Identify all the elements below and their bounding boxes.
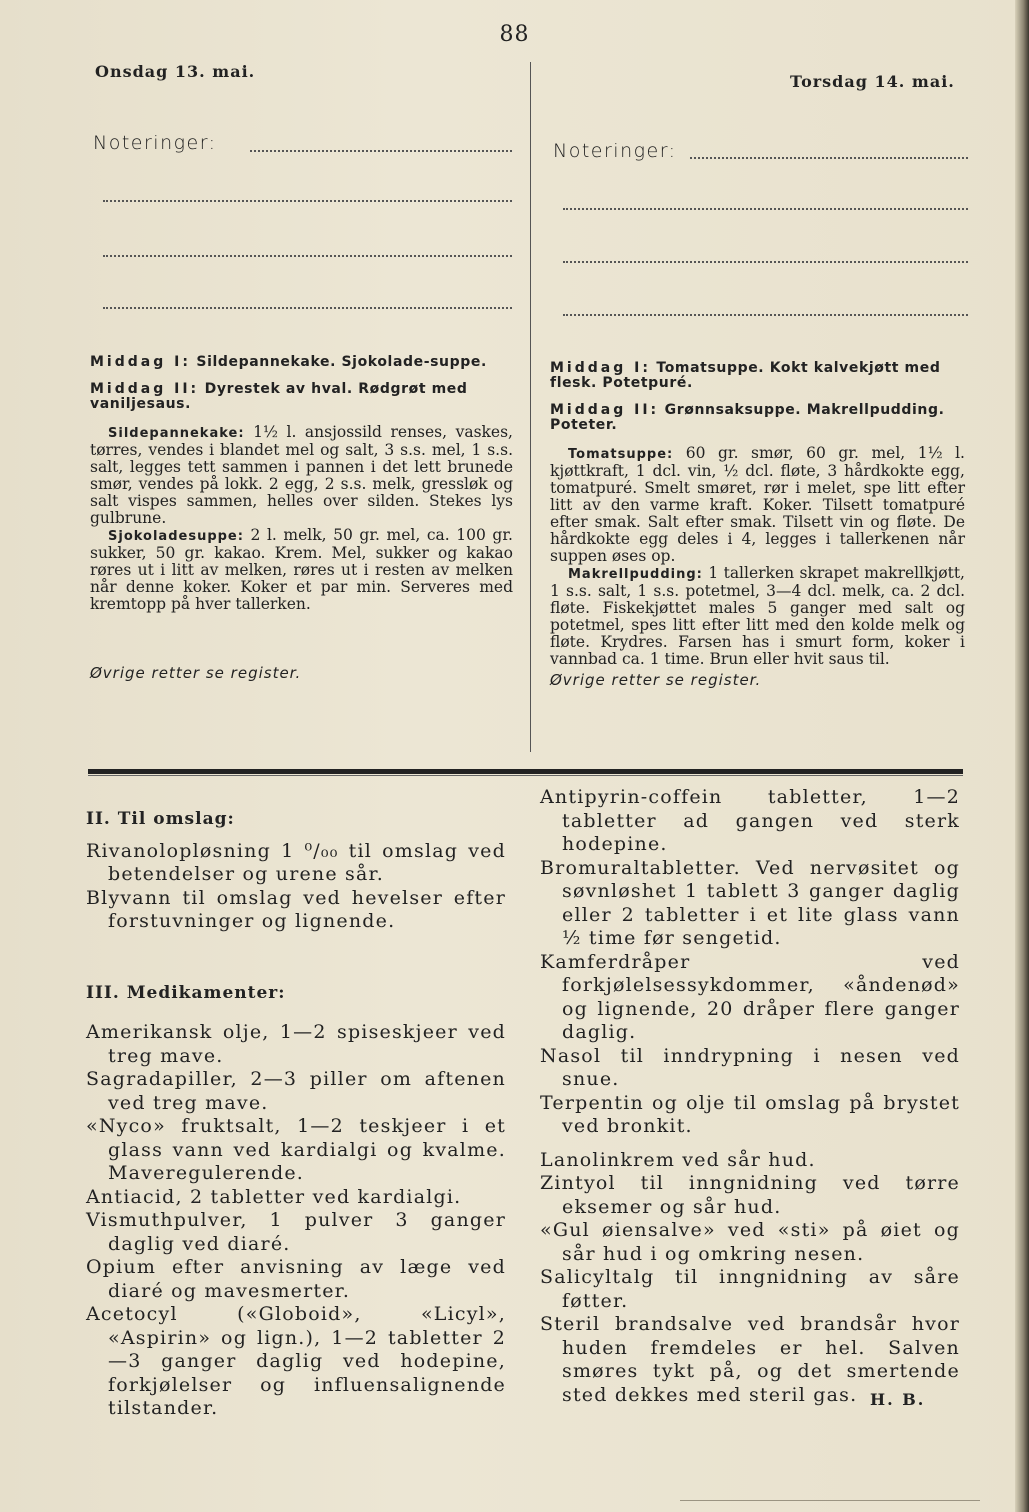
list-item: «Gul øiensalve» ved «sti» på øiet og sår hud i og omkring nesen. xyxy=(540,1219,960,1265)
list-item: Nasol til inndrypning i nesen ved snue. xyxy=(540,1044,960,1090)
signature: H. B. xyxy=(870,1390,926,1409)
list-item: Antipyrin-coffein tabletter, 1—2 tabletter ad gangen ved sterk hodepine. xyxy=(540,786,960,855)
recipe-sjokoladesuppe xyxy=(90,527,513,613)
notes-line[interactable] xyxy=(563,208,968,210)
list-item: Bromuraltabletter. Ved nervøsitet og søvnløshet 1 tablett 3 ganger daglig eller 2 tabletter i et lite glass vann ½ time før sengetid. xyxy=(540,856,960,949)
list-item: Vismuthpulver, 1 pulver 3 ganger daglig ved diaré. xyxy=(86,1209,506,1255)
list-item: «Nyco» fruktsalt, 1—2 teskjeer i et glass vann ved kardialgi og kvalme. Maveregulerende. xyxy=(86,1115,506,1184)
notes-line[interactable] xyxy=(250,150,512,152)
recipe-text: 1 tallerken skrapet makrellkjøtt, 1 s.s. salt, 1 s.s. potetmel, 3—4 dcl. melk, ca. 2 dcl. fløte. Fiskekjøttet males 5 ganger med salt og potetmel, spes litt efter litt med den kolde melk og fløte. Krydres. Farsen has i smurt form, koker i vannbad ca. 1 time. Brun eller hvit saus til. xyxy=(550,564,965,668)
lower-left-column xyxy=(86,808,506,1421)
recipe-makrellpudding xyxy=(550,565,965,668)
notes-label-right: Noteringer: xyxy=(553,140,677,162)
section-heading-medikamenter: III. Medikamenter: xyxy=(86,982,286,1003)
lower-right-column xyxy=(540,786,960,1407)
section-divider-thin xyxy=(88,775,963,776)
recipe-name: Sjokoladesuppe: xyxy=(108,529,244,544)
notes-line[interactable] xyxy=(103,255,512,257)
recipe-sildepannekake xyxy=(90,424,513,527)
dinner-text: Grønnsaksuppe. Makrellpudding. Poteter. xyxy=(550,402,945,433)
page-edge-shadow xyxy=(1015,0,1029,1512)
notes-line[interactable] xyxy=(103,307,512,309)
dinner-text: Sildepannekake. Sjokolade-suppe. xyxy=(196,354,487,370)
date-right: Torsdag 14. mai. xyxy=(790,72,955,91)
list-item: Opium efter anvisning av læge ved diaré og mavesmerter. xyxy=(86,1256,506,1302)
notes-line[interactable] xyxy=(690,157,968,159)
list-item: Salicyltalg til inngnidning av såre føtter. xyxy=(540,1266,960,1312)
list-item: Antiacid, 2 tabletter ved kardialgi. xyxy=(86,1185,462,1208)
column-divider xyxy=(530,62,531,752)
recipe-name: Tomatsuppe: xyxy=(568,447,674,462)
notes-line[interactable] xyxy=(563,314,968,316)
page-mark xyxy=(680,1500,980,1501)
dinner-label: Middag I: xyxy=(90,354,191,370)
date-left: Onsdag 13. mai. xyxy=(95,62,256,81)
recipes-left xyxy=(90,355,513,682)
dinner-2-left xyxy=(90,382,513,412)
recipe-name: Sildepannekake: xyxy=(108,426,245,441)
other-dishes-note: Øvrige retter se register. xyxy=(90,664,302,682)
recipes-right xyxy=(550,361,965,689)
notes-label-left: Noteringer: xyxy=(93,132,217,154)
list-item: Amerikansk olje, 1—2 spiseskjeer ved treg mave. xyxy=(86,1021,506,1067)
notes-line[interactable] xyxy=(103,200,512,202)
other-dishes-note: Øvrige retter se register. xyxy=(550,671,762,689)
notes-line[interactable] xyxy=(563,261,968,263)
recipe-tomatsuppe xyxy=(550,445,965,565)
list-item: Zintyol til inngnidning ved tørre eksemer og sår hud. xyxy=(540,1172,960,1218)
list-item: Acetocyl («Globoid», «Licyl», «Aspirin» og lign.), 1—2 tabletter 2—3 ganger daglig ved hodepine, forkjølelser og influensalignende tilstander. xyxy=(86,1303,506,1419)
dinner-2-right xyxy=(550,403,965,433)
dinner-label: Middag II: xyxy=(550,402,660,418)
list-item: Lanolinkrem ved sår hud. xyxy=(540,1148,816,1171)
recipe-text: 2 l. melk, 50 gr. mel, ca. 100 gr. sukker, 50 gr. kakao. Krem. Mel, sukker og kakao røres ut i litt av melken, røres ut i resten av melken når denne koker. Koker et par min. Serveres med kremtopp på hver tallerken. xyxy=(90,526,513,613)
list-item: Blyvann til omslag ved hevelser efter forstuvninger og lignende. xyxy=(86,886,506,932)
section-heading-omslag: II. Til omslag: xyxy=(86,809,235,829)
recipe-name: Makrellpudding: xyxy=(568,567,703,582)
list-item: Kamferdråper ved forkjølelsessykdommer, «åndenød» og lignende, 20 dråper flere ganger daglig. xyxy=(540,950,960,1043)
recipe-text: 1½ l. ansjossild renses, vaskes, tørres, vendes i blandet mel og salt, 3 s.s. mel, 1 s.s. salt, legges tett sammen i pannen i det lett brunede smør, vendes på lokk. 2 egg, 2 s.s. melk, gressløk og salt vispes sammen, helles over silden. Stekes lys gulbrune. xyxy=(90,423,513,527)
recipe-text: 60 gr. smør, 60 gr. mel, 1½ l. kjøttkraft, 1 dcl. vin, ½ dcl. fløte, 3 hårdkokte egg, tomatpuré. Smelt smøret, rør i melet, spe litt efter litt av den varme kraft. Koker. Tilsett tomatpuré efter smak. Salt efter smak. Tilsett vin og fløte. De hårdkokte egg deles i 4, legges i tallerkenen når suppen øses op. xyxy=(550,444,965,565)
list-item: Terpentin og olje til omslag på brystet ved bronkit. xyxy=(540,1091,960,1137)
list-item: Sagradapiller, 2—3 piller om aftenen ved treg mave. xyxy=(86,1068,506,1114)
dinner-1-right xyxy=(550,361,965,391)
dinner-1-left xyxy=(90,355,513,370)
dinner-label: Middag I: xyxy=(550,360,651,376)
list-item: Rivanolopløsning 1 ⁰/₀₀ til omslag ved betendelser og urene sår. xyxy=(86,839,506,885)
dinner-text: Dyrestek av hval. Rødgrøt med vaniljesaus. xyxy=(90,381,468,412)
list-item: Steril brandsalve ved brandsår hvor huden fremdeles er hel. Salven smøres tykt på, og det smertende sted dekkes med steril gas. xyxy=(540,1313,960,1406)
dinner-text: Tomatsuppe. Kokt kalvekjøtt med flesk. Potetpuré. xyxy=(550,360,941,391)
dinner-label: Middag II: xyxy=(90,381,200,397)
page-number: 88 xyxy=(499,22,530,47)
section-divider xyxy=(88,769,963,774)
